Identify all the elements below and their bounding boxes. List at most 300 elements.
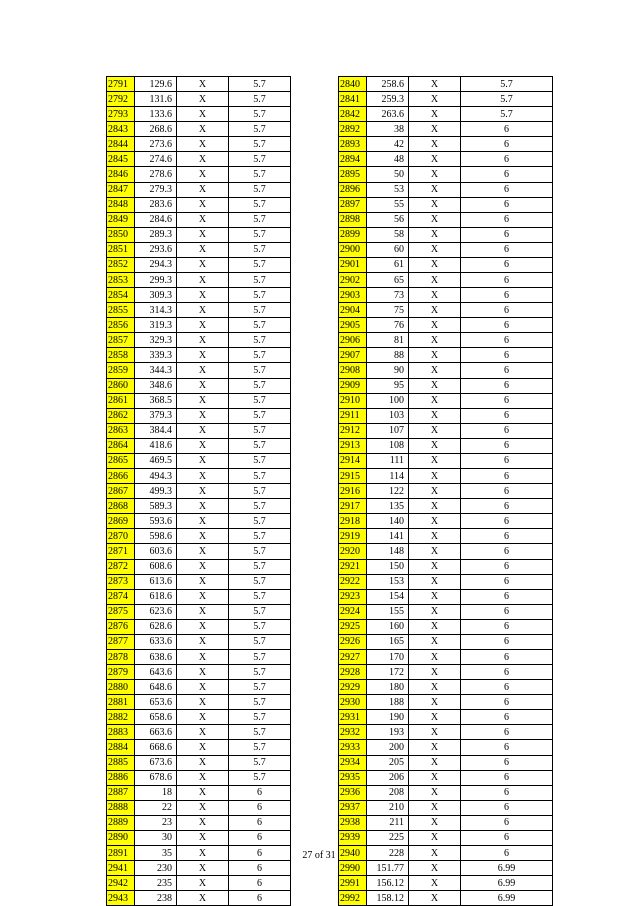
- right-item-factor: 6: [461, 634, 553, 649]
- right-item-id: 2990: [339, 861, 367, 876]
- left-item-id: 2844: [107, 137, 135, 152]
- right-item-flag: X: [409, 333, 461, 348]
- left-item-value: 283.6: [135, 197, 177, 212]
- table-row: [107, 680, 553, 695]
- right-item-id: 2913: [339, 438, 367, 453]
- left-item-factor: 5.7: [229, 257, 291, 272]
- right-item-flag: X: [409, 484, 461, 499]
- left-item-factor: 6: [229, 785, 291, 800]
- right-item-id: 2932: [339, 725, 367, 740]
- left-item-id: 2876: [107, 619, 135, 634]
- right-item-id: 2916: [339, 484, 367, 499]
- left-item-flag: X: [177, 242, 229, 257]
- right-item-flag: X: [409, 182, 461, 197]
- left-item-factor: 6: [229, 845, 291, 860]
- right-item-flag: X: [409, 529, 461, 544]
- column-gap: [291, 604, 339, 619]
- left-item-id: 2883: [107, 725, 135, 740]
- right-item-value: 108: [367, 438, 409, 453]
- right-item-factor: 6: [461, 725, 553, 740]
- right-item-flag: X: [409, 122, 461, 137]
- column-gap: [291, 423, 339, 438]
- right-item-id: 2896: [339, 182, 367, 197]
- right-item-factor: 6.99: [461, 891, 553, 906]
- left-item-value: 293.6: [135, 242, 177, 257]
- right-item-id: 2842: [339, 107, 367, 122]
- left-item-flag: X: [177, 423, 229, 438]
- right-item-id: 2940: [339, 845, 367, 860]
- column-gap: [291, 197, 339, 212]
- table-row: [107, 423, 553, 438]
- table-row: [107, 695, 553, 710]
- left-item-flag: X: [177, 604, 229, 619]
- column-gap: [291, 303, 339, 318]
- left-item-factor: 5.7: [229, 303, 291, 318]
- right-item-factor: 6: [461, 695, 553, 710]
- right-item-value: 172: [367, 665, 409, 680]
- left-item-factor: 5.7: [229, 755, 291, 770]
- left-item-factor: 5.7: [229, 122, 291, 137]
- right-item-factor: 5.7: [461, 77, 553, 92]
- right-item-id: 2925: [339, 619, 367, 634]
- right-item-id: 2991: [339, 876, 367, 891]
- left-item-value: 418.6: [135, 438, 177, 453]
- left-item-value: 623.6: [135, 604, 177, 619]
- right-item-flag: X: [409, 514, 461, 529]
- left-item-flag: X: [177, 257, 229, 272]
- right-item-value: 225: [367, 830, 409, 845]
- column-gap: [291, 122, 339, 137]
- column-gap: [291, 529, 339, 544]
- column-gap: [291, 257, 339, 272]
- table-row: [107, 438, 553, 453]
- right-item-flag: X: [409, 318, 461, 333]
- left-item-factor: 5.7: [229, 242, 291, 257]
- right-item-value: 76: [367, 318, 409, 333]
- table-row: [107, 725, 553, 740]
- table-row: [107, 378, 553, 393]
- right-item-factor: 6: [461, 469, 553, 484]
- right-item-value: 140: [367, 514, 409, 529]
- right-item-flag: X: [409, 710, 461, 725]
- column-gap: [291, 695, 339, 710]
- right-item-flag: X: [409, 589, 461, 604]
- left-item-factor: 5.7: [229, 333, 291, 348]
- right-item-factor: 6: [461, 152, 553, 167]
- left-item-flag: X: [177, 92, 229, 107]
- right-item-id: 2918: [339, 514, 367, 529]
- right-item-factor: 6: [461, 273, 553, 288]
- right-item-id: 2922: [339, 574, 367, 589]
- right-item-value: 148: [367, 544, 409, 559]
- right-item-factor: 6: [461, 740, 553, 755]
- right-item-value: 73: [367, 288, 409, 303]
- column-gap: [291, 77, 339, 92]
- left-item-factor: 5.7: [229, 514, 291, 529]
- left-item-value: 469.5: [135, 453, 177, 468]
- left-item-id: 2871: [107, 544, 135, 559]
- right-item-value: 135: [367, 499, 409, 514]
- left-item-factor: 6: [229, 891, 291, 906]
- right-item-value: 211: [367, 815, 409, 830]
- left-item-value: 663.6: [135, 725, 177, 740]
- column-gap: [291, 665, 339, 680]
- left-item-factor: 5.7: [229, 770, 291, 785]
- right-item-factor: 6.99: [461, 861, 553, 876]
- left-item-value: 673.6: [135, 755, 177, 770]
- right-item-flag: X: [409, 861, 461, 876]
- left-item-id: 2848: [107, 197, 135, 212]
- right-item-factor: 6: [461, 649, 553, 664]
- left-item-factor: 5.7: [229, 634, 291, 649]
- left-item-value: 268.6: [135, 122, 177, 137]
- right-item-value: 170: [367, 649, 409, 664]
- left-item-factor: 5.7: [229, 574, 291, 589]
- table-row: [107, 544, 553, 559]
- left-item-flag: X: [177, 815, 229, 830]
- right-item-value: 90: [367, 363, 409, 378]
- column-gap: [291, 408, 339, 423]
- table-row: [107, 604, 553, 619]
- left-item-factor: 5.7: [229, 107, 291, 122]
- table-row: [107, 574, 553, 589]
- right-item-factor: 6: [461, 288, 553, 303]
- left-item-id: 2846: [107, 167, 135, 182]
- table-row: [107, 649, 553, 664]
- right-item-id: 2929: [339, 680, 367, 695]
- table-row: [107, 212, 553, 227]
- left-item-flag: X: [177, 393, 229, 408]
- right-item-id: 2921: [339, 559, 367, 574]
- right-item-id: 2909: [339, 378, 367, 393]
- left-item-id: 2858: [107, 348, 135, 363]
- left-item-value: 30: [135, 830, 177, 845]
- left-item-value: 633.6: [135, 634, 177, 649]
- column-gap: [291, 544, 339, 559]
- right-item-value: 158.12: [367, 891, 409, 906]
- right-item-id: 2903: [339, 288, 367, 303]
- left-item-id: 2870: [107, 529, 135, 544]
- left-item-factor: 5.7: [229, 453, 291, 468]
- left-item-factor: 5.7: [229, 318, 291, 333]
- left-item-id: 2873: [107, 574, 135, 589]
- table-row: [107, 770, 553, 785]
- right-item-value: 180: [367, 680, 409, 695]
- left-item-factor: 5.7: [229, 408, 291, 423]
- column-gap: [291, 212, 339, 227]
- column-gap: [291, 152, 339, 167]
- right-item-factor: 6: [461, 197, 553, 212]
- right-item-flag: X: [409, 785, 461, 800]
- left-item-id: 2866: [107, 469, 135, 484]
- column-gap: [291, 348, 339, 363]
- left-item-flag: X: [177, 891, 229, 906]
- right-item-value: 56: [367, 212, 409, 227]
- right-item-value: 81: [367, 333, 409, 348]
- left-item-flag: X: [177, 861, 229, 876]
- left-item-value: 593.6: [135, 514, 177, 529]
- right-item-flag: X: [409, 770, 461, 785]
- left-item-id: 2881: [107, 695, 135, 710]
- right-item-id: 2906: [339, 333, 367, 348]
- right-item-factor: 6: [461, 257, 553, 272]
- left-item-value: 289.3: [135, 227, 177, 242]
- left-item-flag: X: [177, 800, 229, 815]
- left-item-flag: X: [177, 77, 229, 92]
- table-row: [107, 453, 553, 468]
- right-item-id: 2931: [339, 710, 367, 725]
- left-item-flag: X: [177, 634, 229, 649]
- right-item-flag: X: [409, 649, 461, 664]
- left-item-factor: 5.7: [229, 423, 291, 438]
- table-row: [107, 257, 553, 272]
- left-item-flag: X: [177, 514, 229, 529]
- right-item-factor: 6: [461, 453, 553, 468]
- right-item-id: 2840: [339, 77, 367, 92]
- right-item-flag: X: [409, 574, 461, 589]
- column-gap: [291, 182, 339, 197]
- left-item-id: 2855: [107, 303, 135, 318]
- left-item-flag: X: [177, 318, 229, 333]
- left-item-value: 499.3: [135, 484, 177, 499]
- right-item-flag: X: [409, 695, 461, 710]
- left-item-flag: X: [177, 785, 229, 800]
- left-item-factor: 5.7: [229, 92, 291, 107]
- left-item-factor: 5.7: [229, 77, 291, 92]
- column-gap: [291, 92, 339, 107]
- left-item-id: 2857: [107, 333, 135, 348]
- table-row: [107, 861, 553, 876]
- right-item-value: 58: [367, 227, 409, 242]
- right-item-id: 2917: [339, 499, 367, 514]
- column-gap: [291, 800, 339, 815]
- table-row: [107, 740, 553, 755]
- left-item-flag: X: [177, 167, 229, 182]
- left-item-flag: X: [177, 288, 229, 303]
- left-item-factor: 5.7: [229, 589, 291, 604]
- right-item-flag: X: [409, 288, 461, 303]
- right-item-id: 2897: [339, 197, 367, 212]
- column-gap: [291, 393, 339, 408]
- table-row: [107, 122, 553, 137]
- table-row: [107, 333, 553, 348]
- table-row: [107, 77, 553, 92]
- left-item-id: 2845: [107, 152, 135, 167]
- left-item-flag: X: [177, 710, 229, 725]
- right-item-flag: X: [409, 393, 461, 408]
- right-item-value: 156.12: [367, 876, 409, 891]
- left-item-factor: 5.7: [229, 197, 291, 212]
- right-item-factor: 6: [461, 514, 553, 529]
- right-item-flag: X: [409, 378, 461, 393]
- right-item-factor: 6: [461, 137, 553, 152]
- table-row: [107, 800, 553, 815]
- right-item-value: 205: [367, 755, 409, 770]
- right-item-factor: 6: [461, 529, 553, 544]
- right-item-factor: 6: [461, 333, 553, 348]
- right-item-value: 208: [367, 785, 409, 800]
- left-item-id: 2853: [107, 273, 135, 288]
- left-item-value: 314.3: [135, 303, 177, 318]
- right-item-value: 61: [367, 257, 409, 272]
- right-item-id: 2939: [339, 830, 367, 845]
- table-row: [107, 484, 553, 499]
- right-item-flag: X: [409, 830, 461, 845]
- left-item-value: 589.3: [135, 499, 177, 514]
- left-item-flag: X: [177, 574, 229, 589]
- table-row: [107, 634, 553, 649]
- left-item-flag: X: [177, 182, 229, 197]
- table-row: [107, 710, 553, 725]
- right-item-value: 38: [367, 122, 409, 137]
- left-item-id: 2877: [107, 634, 135, 649]
- left-item-value: 678.6: [135, 770, 177, 785]
- right-item-factor: 6: [461, 393, 553, 408]
- table-row: [107, 242, 553, 257]
- left-item-factor: 6: [229, 830, 291, 845]
- left-item-id: 2864: [107, 438, 135, 453]
- left-item-flag: X: [177, 845, 229, 860]
- table-row: [107, 167, 553, 182]
- right-item-factor: 6: [461, 348, 553, 363]
- right-item-factor: 6: [461, 212, 553, 227]
- right-item-flag: X: [409, 891, 461, 906]
- right-item-id: 2934: [339, 755, 367, 770]
- left-item-factor: 5.7: [229, 529, 291, 544]
- table-row: [107, 785, 553, 800]
- left-item-factor: 5.7: [229, 273, 291, 288]
- right-item-id: 2898: [339, 212, 367, 227]
- left-item-factor: 6: [229, 861, 291, 876]
- right-item-id: 2910: [339, 393, 367, 408]
- left-item-value: 653.6: [135, 695, 177, 710]
- right-item-factor: 6: [461, 438, 553, 453]
- table-row: [107, 559, 553, 574]
- column-gap: [291, 378, 339, 393]
- left-item-value: 384.4: [135, 423, 177, 438]
- left-item-factor: 5.7: [229, 665, 291, 680]
- left-item-value: 598.6: [135, 529, 177, 544]
- column-gap: [291, 785, 339, 800]
- table-row: [107, 815, 553, 830]
- column-gap: [291, 273, 339, 288]
- left-item-id: 2792: [107, 92, 135, 107]
- left-item-id: 2878: [107, 649, 135, 664]
- left-item-flag: X: [177, 499, 229, 514]
- right-item-id: 2902: [339, 273, 367, 288]
- right-item-id: 2920: [339, 544, 367, 559]
- right-item-factor: 6: [461, 680, 553, 695]
- left-item-value: 23: [135, 815, 177, 830]
- left-item-value: 618.6: [135, 589, 177, 604]
- right-item-factor: 5.7: [461, 107, 553, 122]
- left-item-id: 2859: [107, 363, 135, 378]
- right-item-flag: X: [409, 152, 461, 167]
- right-item-factor: 6: [461, 423, 553, 438]
- right-item-value: 153: [367, 574, 409, 589]
- left-item-id: 2942: [107, 876, 135, 891]
- left-item-factor: 5.7: [229, 484, 291, 499]
- right-item-value: 263.6: [367, 107, 409, 122]
- right-item-flag: X: [409, 227, 461, 242]
- right-item-factor: 6: [461, 484, 553, 499]
- right-item-id: 2895: [339, 167, 367, 182]
- left-item-flag: X: [177, 453, 229, 468]
- column-gap: [291, 453, 339, 468]
- right-item-id: 2901: [339, 257, 367, 272]
- table-row: [107, 408, 553, 423]
- left-item-flag: X: [177, 529, 229, 544]
- left-item-id: 2861: [107, 393, 135, 408]
- table-body: [107, 77, 553, 906]
- column-gap: [291, 710, 339, 725]
- right-item-factor: 6: [461, 363, 553, 378]
- right-item-flag: X: [409, 815, 461, 830]
- left-item-flag: X: [177, 378, 229, 393]
- right-item-id: 2933: [339, 740, 367, 755]
- right-item-value: 155: [367, 604, 409, 619]
- column-gap: [291, 469, 339, 484]
- table-row: [107, 589, 553, 604]
- left-item-value: 35: [135, 845, 177, 860]
- left-item-flag: X: [177, 770, 229, 785]
- right-item-flag: X: [409, 197, 461, 212]
- left-item-id: 2888: [107, 800, 135, 815]
- right-item-factor: 6: [461, 755, 553, 770]
- column-gap: [291, 107, 339, 122]
- column-gap: [291, 815, 339, 830]
- right-item-id: 2904: [339, 303, 367, 318]
- left-item-factor: 5.7: [229, 152, 291, 167]
- left-item-value: 22: [135, 800, 177, 815]
- right-item-flag: X: [409, 167, 461, 182]
- table-row: [107, 348, 553, 363]
- right-item-value: 150: [367, 559, 409, 574]
- left-item-value: 319.3: [135, 318, 177, 333]
- column-gap: [291, 649, 339, 664]
- data-table: [106, 76, 553, 906]
- left-item-factor: 5.7: [229, 649, 291, 664]
- table-row: [107, 665, 553, 680]
- table-row: [107, 876, 553, 891]
- left-item-value: 230: [135, 861, 177, 876]
- left-item-id: 2885: [107, 755, 135, 770]
- right-item-value: 42: [367, 137, 409, 152]
- left-item-factor: 5.7: [229, 469, 291, 484]
- right-item-factor: 6: [461, 574, 553, 589]
- left-item-id: 2875: [107, 604, 135, 619]
- table-row: [107, 393, 553, 408]
- right-item-flag: X: [409, 725, 461, 740]
- left-item-value: 628.6: [135, 619, 177, 634]
- left-item-factor: 5.7: [229, 212, 291, 227]
- right-item-factor: 6: [461, 604, 553, 619]
- right-item-factor: 6: [461, 318, 553, 333]
- left-item-factor: 5.7: [229, 363, 291, 378]
- left-item-value: 348.6: [135, 378, 177, 393]
- right-item-value: 95: [367, 378, 409, 393]
- left-item-id: 2874: [107, 589, 135, 604]
- left-item-value: 131.6: [135, 92, 177, 107]
- table-row: [107, 469, 553, 484]
- left-item-factor: 5.7: [229, 725, 291, 740]
- left-item-id: 2886: [107, 770, 135, 785]
- left-item-flag: X: [177, 740, 229, 755]
- left-item-factor: 5.7: [229, 438, 291, 453]
- right-item-factor: 6: [461, 665, 553, 680]
- table-row: [107, 619, 553, 634]
- right-item-flag: X: [409, 544, 461, 559]
